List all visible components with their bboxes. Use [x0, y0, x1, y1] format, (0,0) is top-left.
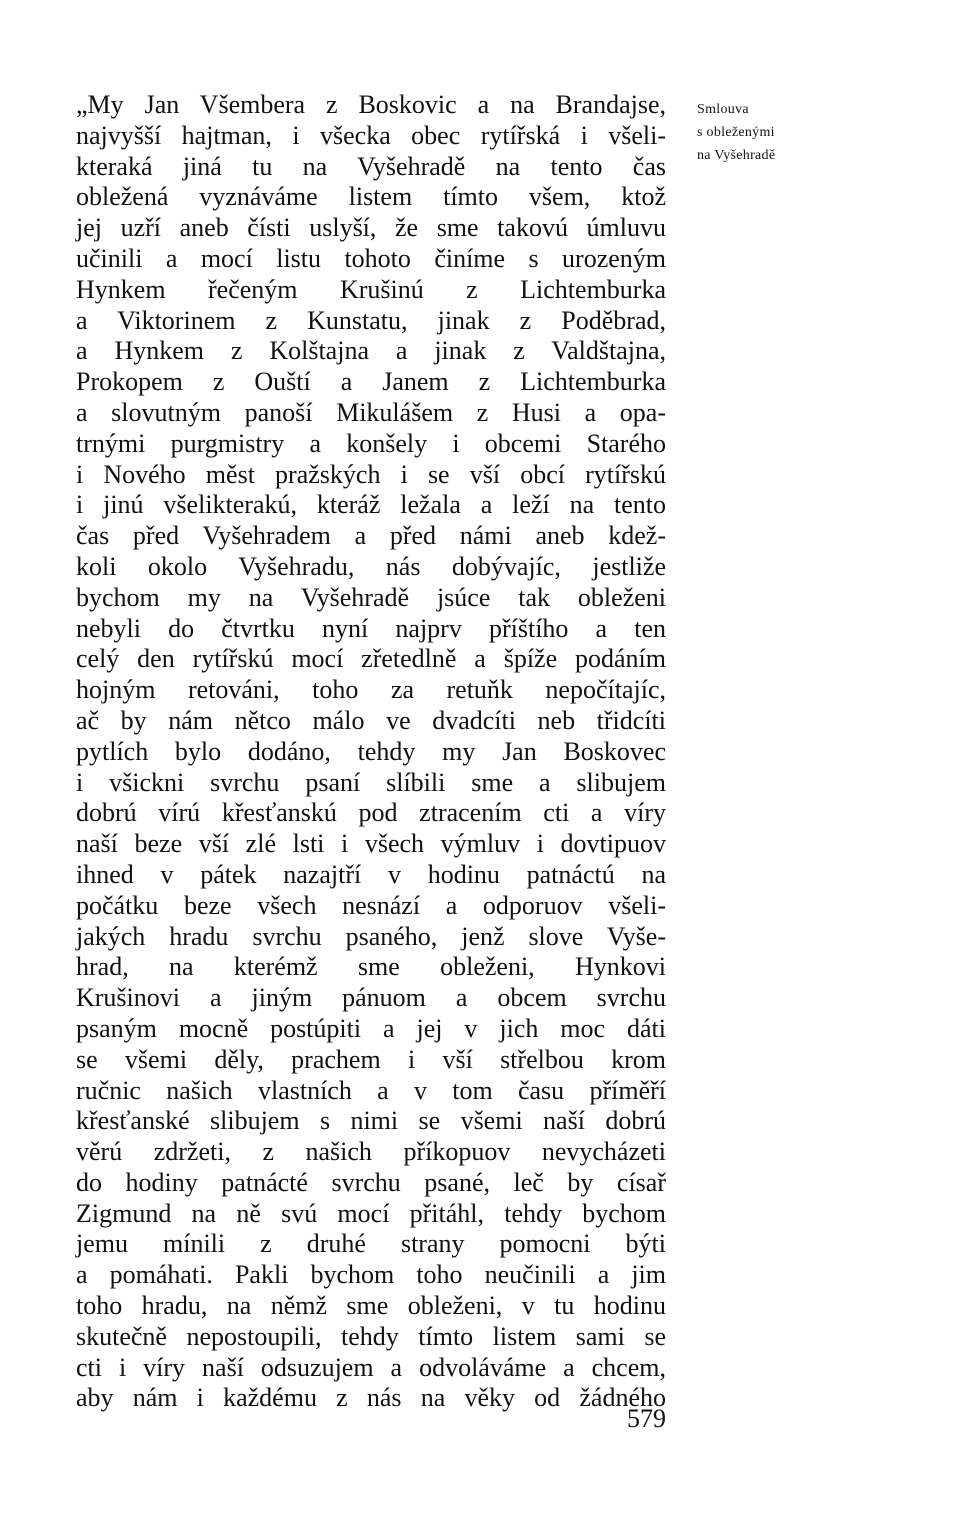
text-line: Zigmund na ně svú mocí přitáhl, tehdy bychom	[76, 1198, 666, 1228]
text-line: aby nám i každému z nás na věky od žádného	[76, 1383, 666, 1413]
text-line: i Nového měst pražských i se vší obcí rytířskú	[76, 459, 666, 489]
text-line: jemu mínili z druhé strany pomocni býti	[76, 1229, 666, 1259]
text-line: jej uzří aneb čísti uslyší, že sme takovú úmluvu	[76, 213, 666, 243]
text-line: obležená vyznáváme listem tímto všem, ktož	[76, 182, 666, 212]
text-line: čas před Vyšehradem a před námi aneb kdež-	[76, 521, 666, 551]
text-line: toho hradu, na němž sme obleženi, v tu hodinu	[76, 1291, 666, 1321]
text-line: věrú zdržeti, z našich příkopuov nevycházeti	[76, 1137, 666, 1167]
body-text	[76, 90, 666, 1414]
page-number: 579	[627, 1404, 666, 1433]
margin-note-line: na Vyšehradě	[697, 148, 776, 163]
margin-note-line: Smlouva	[697, 102, 749, 117]
text-line: do hodiny patnácté svrchu psané, leč by císař	[76, 1167, 666, 1197]
text-line: i jinú všelikterakú, kteráž ležala a leží na tento	[76, 490, 666, 520]
text-line: ihned v pátek nazajtří v hodinu patnáctú na	[76, 859, 666, 889]
text-line: Krušinovi a jiným pánuom a obcem svrchu	[76, 983, 666, 1013]
text-line: a pomáhati. Pakli bychom toho neučinili a jim	[76, 1260, 666, 1290]
margin-note-line: s obleženými	[697, 125, 775, 140]
text-line: jakých hradu svrchu psaného, jenž slove Vyše-	[76, 921, 666, 951]
text-line: skutečně nepostoupili, tehdy tímto listem sami se	[76, 1321, 666, 1351]
text-line: ručnic našich vlastních a v tom času příměří	[76, 1075, 666, 1105]
text-line: „My Jan Všembera z Boskovic a na Brandajse,	[76, 90, 666, 119]
text-line: naší beze vší zlé lsti i všech výmluv i dovtipuov	[76, 829, 666, 859]
text-line: koli okolo Vyšehradu, nás dobývajíc, jestliže	[76, 551, 666, 581]
text-line: se všemi děly, prachem i vší střelbou krom	[76, 1044, 666, 1074]
text-line: dobrú vírú křesťanskú pod ztracením cti a víry	[76, 798, 666, 828]
text-line: křesťanské slibujem s nimi se všemi naší dobrú	[76, 1106, 666, 1136]
text-line: a Hynkem z Kolštajna a jinak z Valdštajna,	[76, 336, 666, 366]
text-line: Hynkem řečeným Krušinú z Lichtemburka	[76, 274, 666, 304]
text-line: učinili a mocí listu tohoto činíme s urozeným	[76, 243, 666, 273]
text-line: a slovutným panoší Mikulášem z Husi a opa-	[76, 397, 666, 427]
margin-note	[697, 98, 827, 167]
text-line: najvyšší hajtman, i všecka obec rytířská i všeli-	[76, 120, 666, 150]
text-line: ač by nám nětco málo ve dvadcíti neb třidcíti	[76, 705, 666, 735]
text-line: psaným mocně postúpiti a jej v jich moc dáti	[76, 1013, 666, 1043]
text-line: hojným retováni, toho za retuňk nepočítajíc,	[76, 675, 666, 705]
text-line: počátku beze všech nesnází a odporuov všeli-	[76, 890, 666, 920]
text-line: trnými purgmistry a konšely i obcemi Starého	[76, 428, 666, 458]
text-line: Prokopem z Ouští a Janem z Lichtemburka	[76, 367, 666, 397]
text-line: i všickni svrchu psaní slíbili sme a slibujem	[76, 767, 666, 797]
text-line: celý den rytířskú mocí zřetedlně a špíže podáním	[76, 644, 666, 674]
text-line: bychom my na Vyšehradě jsúce tak obleženi	[76, 582, 666, 612]
text-line: kteraká jiná tu na Vyšehradě na tento čas	[76, 151, 666, 181]
text-line: a Viktorinem z Kunstatu, jinak z Poděbrad,	[76, 305, 666, 335]
text-line: hrad, na kterémž sme obleženi, Hynkovi	[76, 952, 666, 982]
text-line: pytlích bylo dodáno, tehdy my Jan Boskovec	[76, 736, 666, 766]
text-line: cti i víry naší odsuzujem a odvoláváme a chcem,	[76, 1352, 666, 1382]
text-line: nebyli do čtvrtku nyní najprv příštího a ten	[76, 613, 666, 643]
